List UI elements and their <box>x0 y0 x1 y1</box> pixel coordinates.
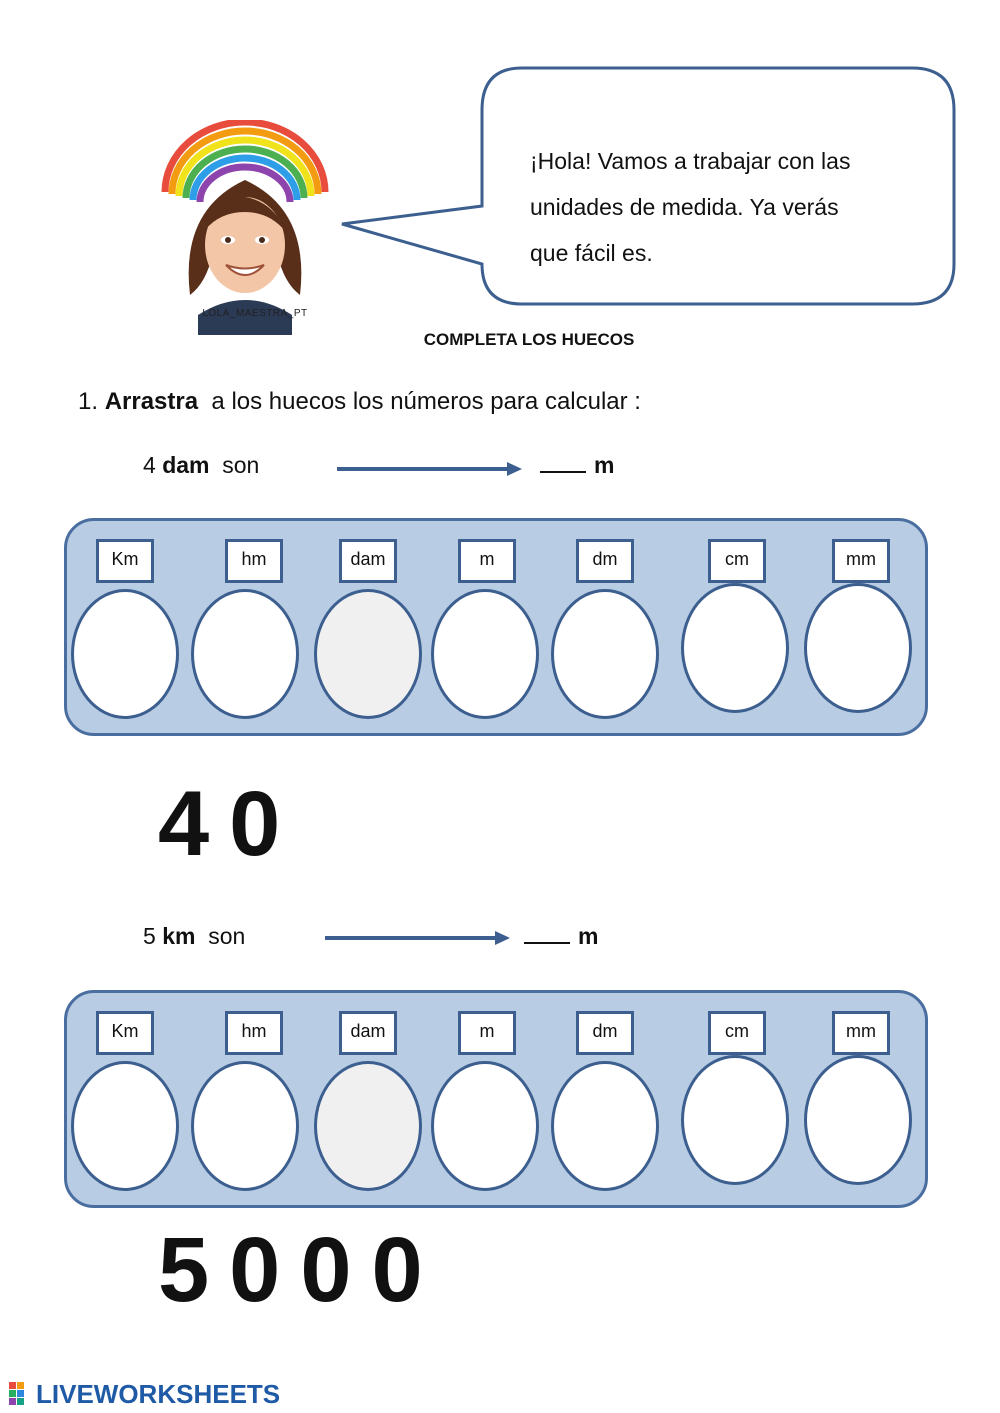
to-unit: m <box>578 923 599 949</box>
answer-blank[interactable] <box>524 924 570 944</box>
unit-label-dam: dam <box>339 539 397 583</box>
drop-slot-km[interactable] <box>71 1061 179 1191</box>
instruction-number: 1. <box>78 388 99 415</box>
exercise-1-prompt <box>143 452 259 479</box>
drop-slot-dm[interactable] <box>551 589 659 719</box>
footer-logo[interactable] <box>8 1380 280 1408</box>
from-unit: dam <box>162 452 210 478</box>
unit-label-mm: mm <box>832 1011 890 1055</box>
drop-slot-dam[interactable] <box>314 589 422 719</box>
unit-label-dm: dm <box>576 1011 634 1055</box>
page-heading: COMPLETA LOS HUECOS <box>423 330 635 349</box>
drop-slot-mm[interactable] <box>804 1055 912 1185</box>
unit-label-cm: cm <box>708 539 766 583</box>
arrow-icon <box>325 931 510 945</box>
draggable-digit[interactable]: 0 <box>229 773 281 875</box>
unit-label-hm: hm <box>225 1011 283 1055</box>
unit-board-2 <box>64 990 928 1208</box>
draggable-digits-2 <box>158 1218 443 1323</box>
draggable-digit[interactable]: 5 <box>158 1219 210 1321</box>
son-word: son <box>208 923 246 949</box>
unit-label-m: m <box>458 539 516 583</box>
unit-label-km: Km <box>96 1011 154 1055</box>
answer-blank[interactable] <box>540 453 586 473</box>
speech-bubble-text <box>530 138 930 276</box>
unit-label-dam: dam <box>339 1011 397 1055</box>
liveworksheets-logo-icon <box>8 1381 34 1407</box>
drop-slot-km[interactable] <box>71 589 179 719</box>
quantity: 4 <box>143 452 156 478</box>
from-unit: km <box>162 923 196 949</box>
draggable-digit[interactable]: 0 <box>300 1219 352 1321</box>
drop-slot-mm[interactable] <box>804 583 912 713</box>
drop-slot-m[interactable] <box>431 589 539 719</box>
to-unit: m <box>594 452 615 478</box>
footer-brand: LIVEWORKSHEETS <box>36 1378 281 1409</box>
drop-slot-dm[interactable] <box>551 1061 659 1191</box>
instruction-verb: Arrastra <box>104 388 199 415</box>
unit-label-m: m <box>458 1011 516 1055</box>
unit-label-mm: mm <box>832 539 890 583</box>
drop-slot-cm[interactable] <box>681 1055 789 1185</box>
quantity: 5 <box>143 923 156 949</box>
exercise-1-answer <box>540 452 614 479</box>
drop-slot-cm[interactable] <box>681 583 789 713</box>
drop-slot-hm[interactable] <box>191 1061 299 1191</box>
bubble-line: que fácil es. <box>530 240 653 266</box>
draggable-digits-1 <box>158 772 300 877</box>
draggable-digit[interactable]: 0 <box>371 1219 423 1321</box>
draggable-digit[interactable]: 0 <box>229 1219 281 1321</box>
unit-label-hm: hm <box>225 539 283 583</box>
draggable-digit[interactable]: 4 <box>158 773 210 875</box>
instruction <box>78 388 641 416</box>
unit-label-cm: cm <box>708 1011 766 1055</box>
exercise-2-prompt <box>143 923 245 950</box>
unit-label-dm: dm <box>576 539 634 583</box>
unit-board-1 <box>64 518 928 736</box>
teacher-avatar <box>150 120 340 335</box>
drop-slot-dam[interactable] <box>314 1061 422 1191</box>
exercise-2-answer <box>524 923 598 950</box>
bubble-line: unidades de medida. Ya verás <box>530 194 839 220</box>
son-word: son <box>222 452 260 478</box>
instruction-text: a los huecos los números para calcular : <box>211 388 641 415</box>
avatar-caption: LOLA_MAESTRA_PT <box>202 308 308 319</box>
arrow-icon <box>337 462 522 476</box>
unit-label-km: Km <box>96 539 154 583</box>
drop-slot-hm[interactable] <box>191 589 299 719</box>
drop-slot-m[interactable] <box>431 1061 539 1191</box>
bubble-line: ¡Hola! Vamos a trabajar con las <box>530 148 851 174</box>
